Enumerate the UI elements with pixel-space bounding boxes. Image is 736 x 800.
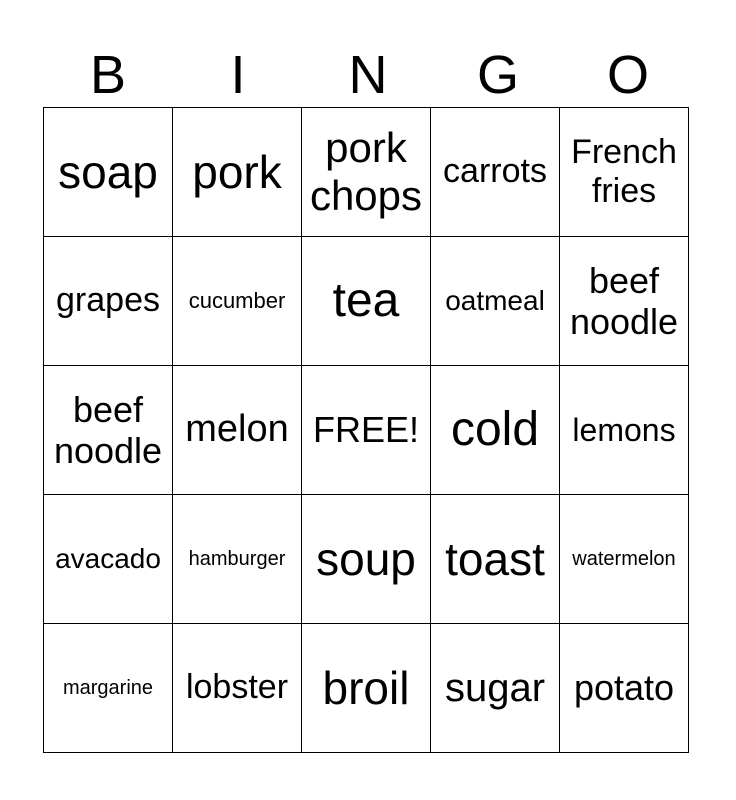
bingo-cell[interactable]: cucumber	[173, 237, 302, 366]
bingo-cell[interactable]: melon	[173, 366, 302, 495]
bingo-cell[interactable]: tea	[302, 237, 431, 366]
bingo-cell[interactable]: broil	[302, 624, 431, 753]
bingo-cell[interactable]: French fries	[560, 108, 689, 237]
bingo-row	[44, 237, 689, 366]
bingo-cell[interactable]: lemons	[560, 366, 689, 495]
header-letter-i: I	[230, 45, 246, 105]
bingo-cell[interactable]: pork	[173, 108, 302, 237]
header-letter-n: N	[348, 45, 388, 105]
bingo-cell[interactable]: cold	[431, 366, 560, 495]
bingo-cell[interactable]: lobster	[173, 624, 302, 753]
bingo-row	[44, 108, 689, 237]
bingo-row	[44, 366, 689, 495]
bingo-cell[interactable]: hamburger	[173, 495, 302, 624]
bingo-cell[interactable]: toast	[431, 495, 560, 624]
bingo-row	[44, 624, 689, 753]
bingo-cell[interactable]: grapes	[44, 237, 173, 366]
bingo-cell[interactable]: oatmeal	[431, 237, 560, 366]
bingo-cell[interactable]: avacado	[44, 495, 173, 624]
bingo-cell[interactable]: pork chops	[302, 108, 431, 237]
bingo-row	[44, 495, 689, 624]
bingo-cell[interactable]: sugar	[431, 624, 560, 753]
bingo-cell[interactable]: beef noodle	[560, 237, 689, 366]
bingo-cell[interactable]: carrots	[431, 108, 560, 237]
header-letter-b: B	[89, 45, 127, 105]
bingo-cell[interactable]: soup	[302, 495, 431, 624]
bingo-cell[interactable]: beef noodle	[44, 366, 173, 495]
bingo-cell[interactable]: soap	[44, 108, 173, 237]
free-space[interactable]: FREE!	[302, 366, 431, 495]
bingo-cell[interactable]: margarine	[44, 624, 173, 753]
bingo-card	[43, 107, 689, 753]
bingo-cell[interactable]: potato	[560, 624, 689, 753]
header-letter-o: O	[606, 45, 649, 105]
header-letter-g: G	[476, 45, 519, 105]
bingo-header	[43, 42, 693, 108]
bingo-cell[interactable]: watermelon	[560, 495, 689, 624]
